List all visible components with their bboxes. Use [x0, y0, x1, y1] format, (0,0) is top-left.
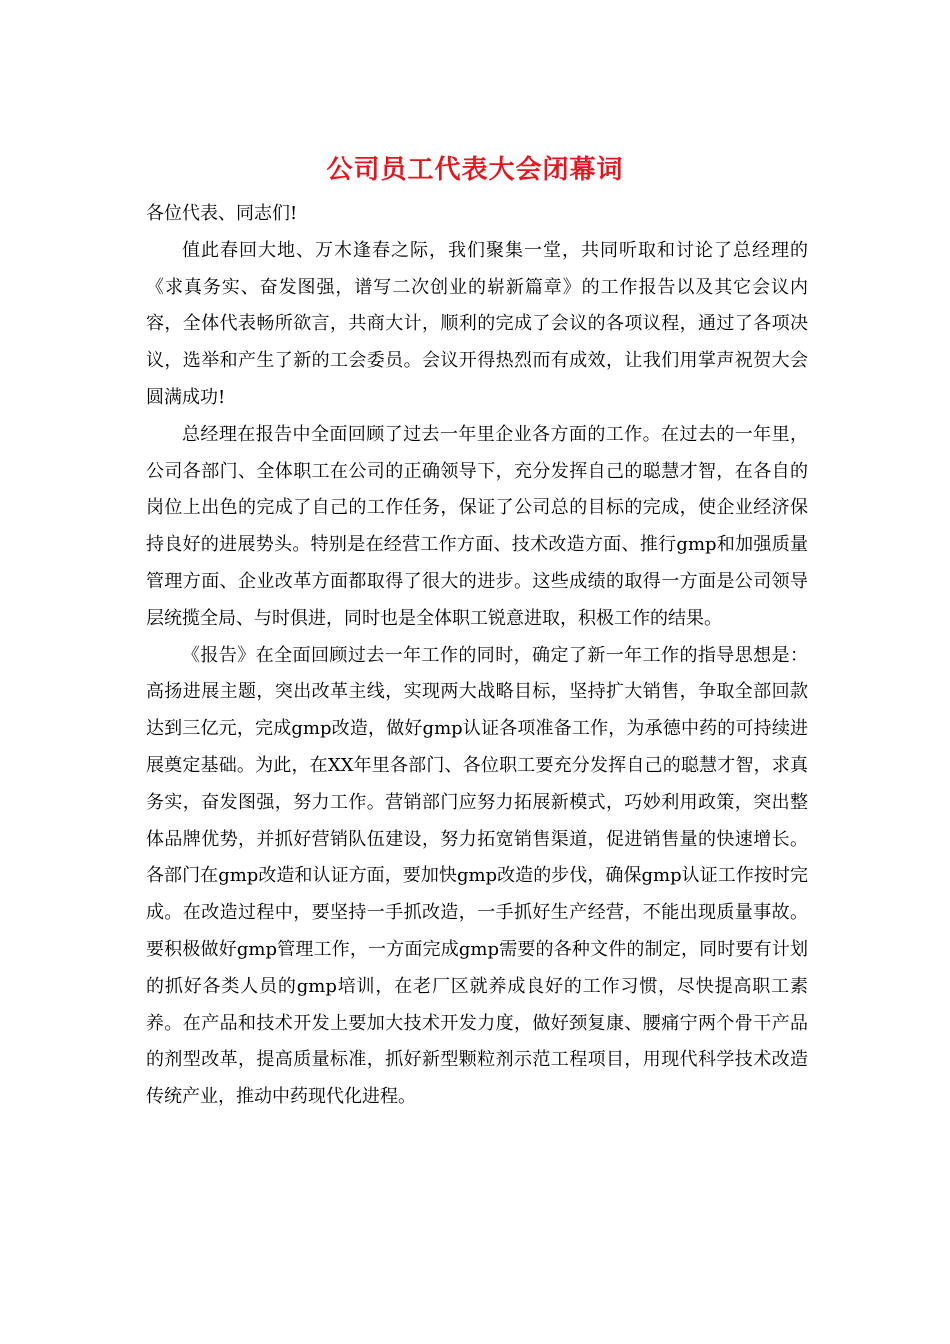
salutation: 各位代表、同志们!: [146, 203, 298, 224]
paragraph-1: 值此春回大地、万木逢春之际，我们聚集一堂，共同听取和讨论了总经理的《求真务实、奋发图强，谱写二次创业的崭新篇章》的工作报告以及其它会议内容，全体代表畅所欲言，共商大计，顺利的完成了会议的各项议程，通过了各项决议，选举和产生了新的工会委员。会议开得热烈而有成效，让我们用掌声祝贺大会圆满成功!: [146, 239, 808, 408]
paragraph-3: 《报告》在全面回顾过去一年工作的同时，确定了新一年工作的指导思想是：高扬进展主题，突出改革主线，实现两大战略目标，坚持扩大销售，争取全部回款达到三亿元，完成gmp改造，做好gmp认证各项准备工作，为承德中药的可持续进展奠定基础。为此，在XX年里各部门、各位职工要充分发挥自己的聪慧才智，求真务实，奋发图强，努力工作。营销部门应努力拓展新模式，巧妙利用政策，突出整体品牌优势，并抓好营销队伍建设，努力拓宽销售渠道，促进销售量的快速增长。各部门在gmp改造和认证方面，要加快gmp改造的步伐，确保gmp认证工作按时完成。在改造过程中，要坚持一手抓改造，一手抓好生产经营，不能出现质量事故。要积极做好gmp管理工作，一方面完成gmp需要的各种文件的制定，同时要有计划的抓好各类人员的gmp培训，在老厂区就养成良好的工作习惯，尽快提高职工素养。在产品和技术开发上要加大技术开发力度，做好颈复康、腰痛宁两个骨干产品的剂型改革，提高质量标准，抓好新型颗粒剂示范工程项目，用现代科学技术改造传统产业，推动中药现代化进程。: [146, 644, 808, 1108]
document-title: 公司员工代表大会闭幕词: [326, 155, 624, 185]
document-body: [146, 196, 808, 1116]
paragraph-2: 总经理在报告中全面回顾了过去一年里企业各方面的工作。在过去的一年里，公司各部门、全体职工在公司的正确领导下，充分发挥自己的聪慧才智，在各自的岗位上出色的完成了自己的工作任务，保证了公司总的目标的完成，使企业经济保持良好的进展势头。特别是在经营工作方面、技术改造方面、推行gmp和加强质量管理方面、企业改革方面都取得了很大的进步。这些成绩的取得一方面是公司领导层统揽全局、与时俱进，同时也是全体职工锐意进取，积极工作的结果。: [146, 423, 808, 629]
